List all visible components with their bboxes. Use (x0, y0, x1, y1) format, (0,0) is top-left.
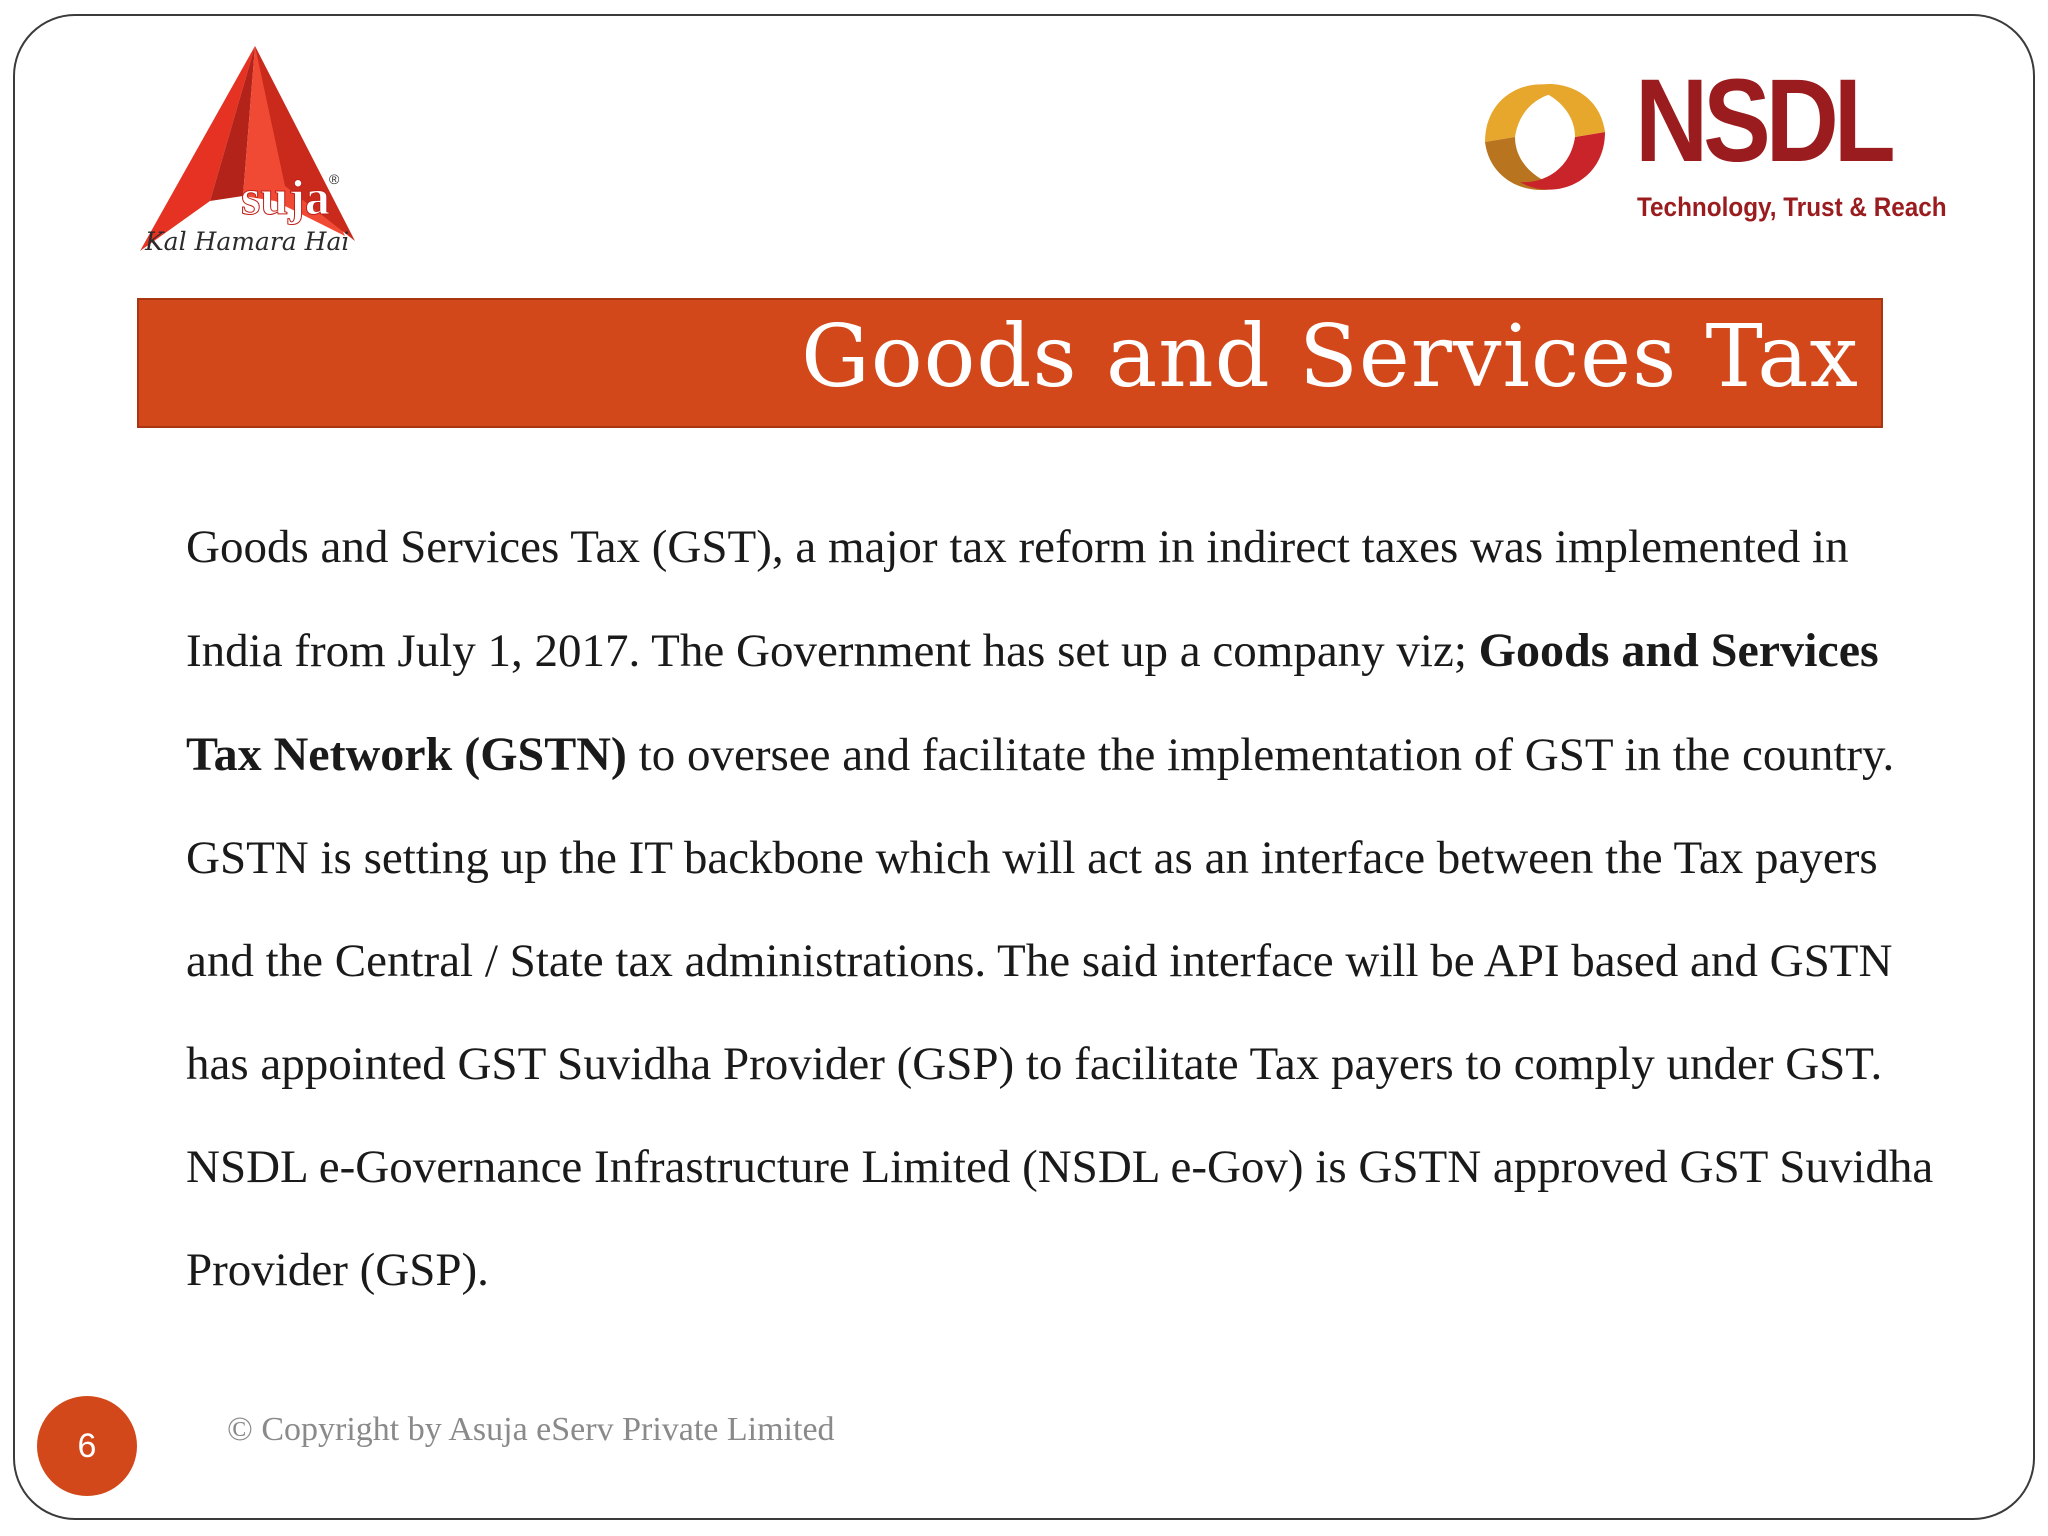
body-text-part2: to oversee and facilitate the implementation of GST in the country. GSTN is setting up the IT backbone which will act as an interface between the Tax payers and the Central / State tax administrations. The said interface will be API based and GSTN has appointed GST Suvidha Provider (GSP) to facilitate Tax payers to comply under GST. NSDL e-Governance Infrastructure Limited (NSDL e-Gov) is GSTN approved GST Suvidha Provider (GSP). (186, 729, 1934, 1296)
body-text-bold: Goods and Services Tax Network (GSTN) (186, 624, 1879, 781)
registered-mark: ® (329, 171, 340, 187)
body-text-part1: Goods and Services Tax (GST), a major tax reform in indirect taxes was implemented in India from July 1, 2017. The Government has set up a company viz; (186, 521, 1849, 677)
asuja-logo-graphic (125, 36, 375, 266)
title-bar (137, 298, 1883, 428)
slide-title: Goods and Services Tax (801, 307, 1859, 407)
page-number-badge: 6 (37, 1396, 137, 1496)
nsdl-logo-emblem-icon (1465, 62, 1625, 212)
nsdl-logo-tagline: Technology, Trust & Reach (1637, 192, 1947, 222)
asuja-logo-tagline: Kal Hamara Hai (145, 227, 350, 256)
copyright-text: © Copyright by Asuja eServ Private Limited (227, 1411, 835, 1448)
nsdl-logo (1465, 52, 1965, 232)
body-paragraph (186, 496, 1946, 1322)
asuja-logo (125, 36, 375, 266)
asuja-logo-name: suja (241, 169, 330, 225)
nsdl-logo-name: NSDL (1635, 55, 1891, 187)
slide (13, 14, 2035, 1520)
